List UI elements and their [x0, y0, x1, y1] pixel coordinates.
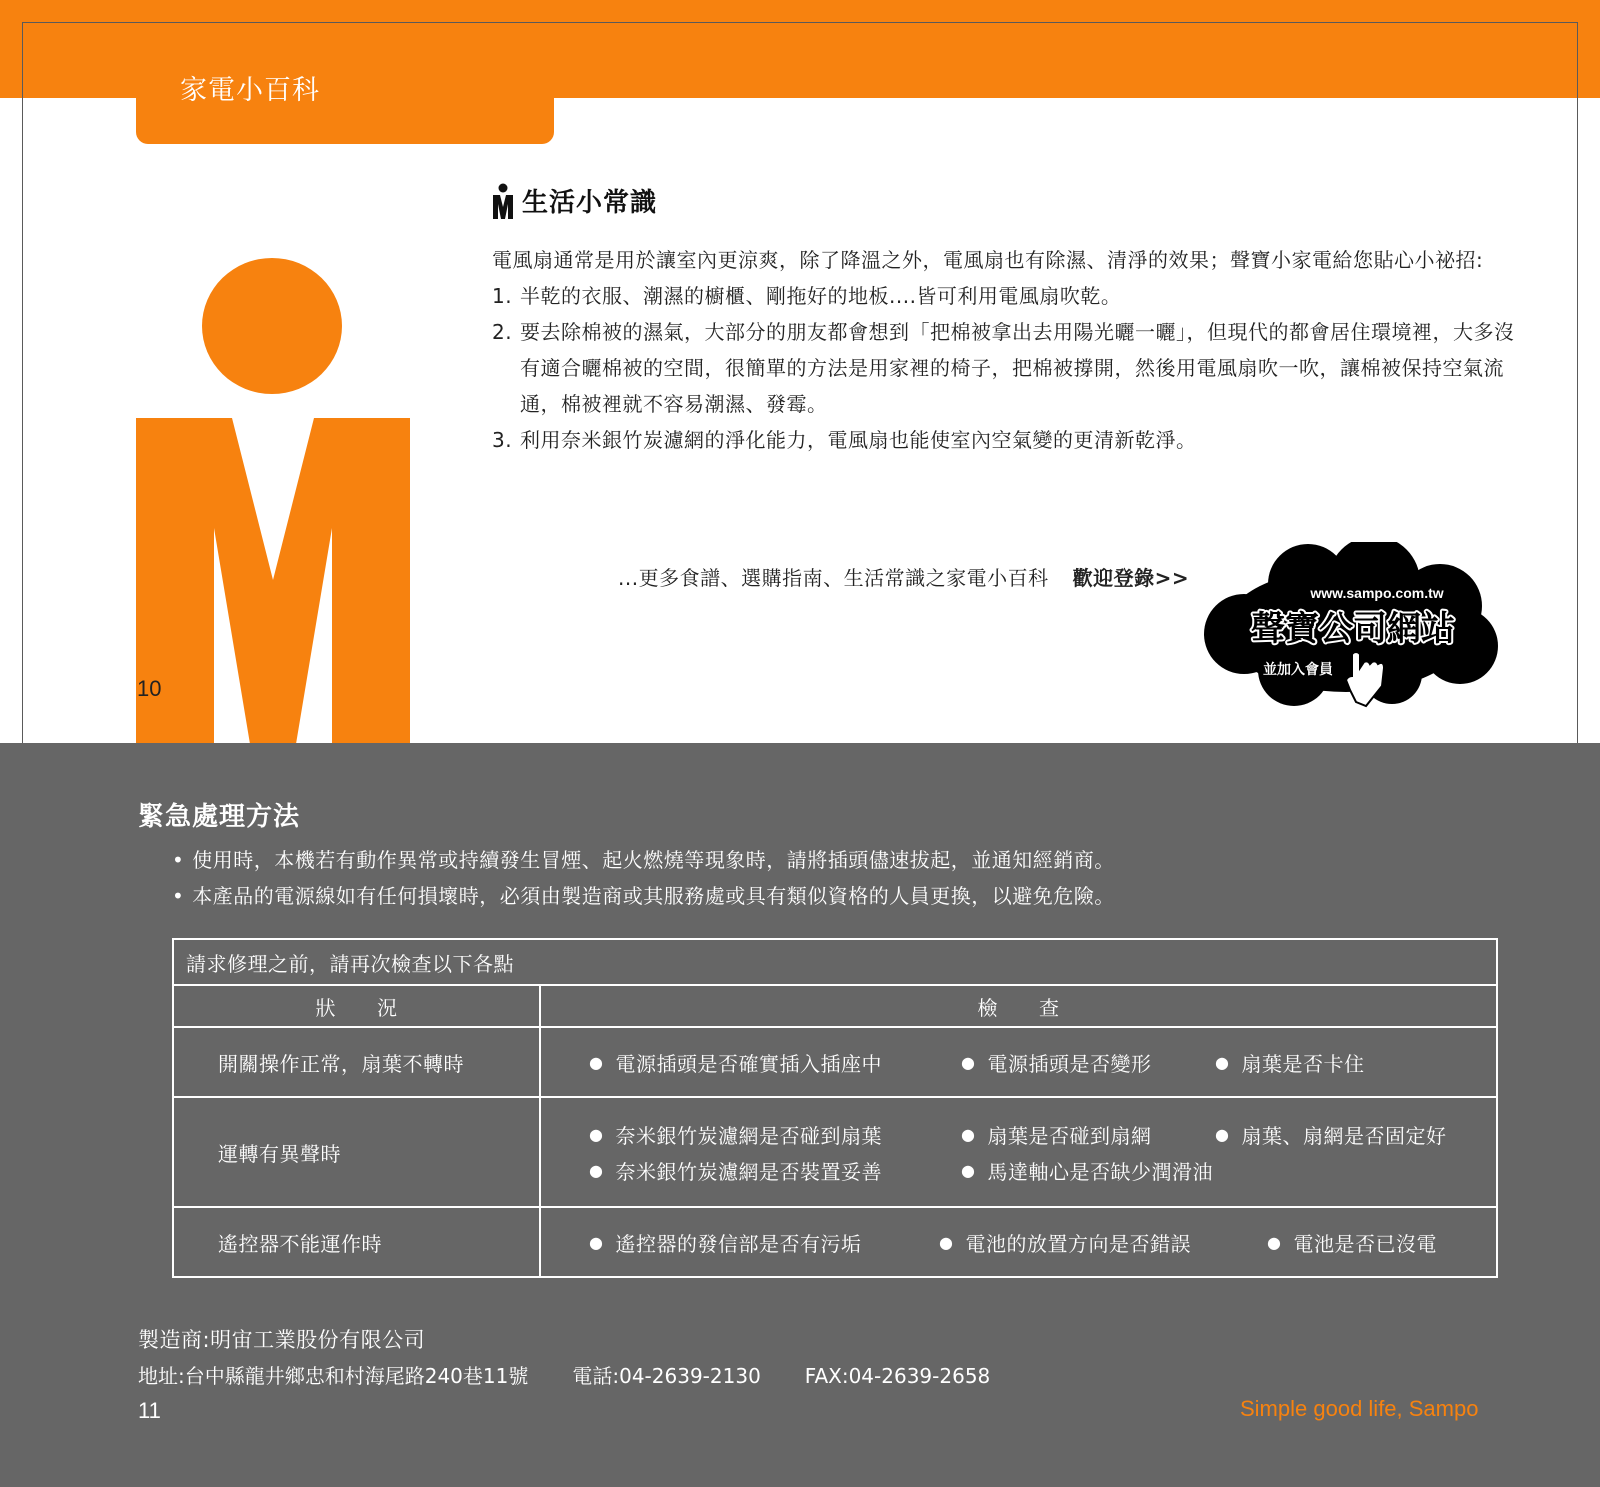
condition-cell: 遙控器不能運作時 — [173, 1207, 540, 1277]
sampo-website-badge[interactable] — [1196, 542, 1510, 720]
badge-url: www.sampo.com.tw — [1310, 585, 1444, 601]
tips-intro: 電風扇通常是用於讓室內更涼爽，除了降溫之外，電風扇也有除濕、清淨的效果；聲寶小家電給您貼心小祕招: — [492, 248, 1484, 272]
badge-join-label: 並加入會員 — [1263, 662, 1333, 678]
page-number-left: 10 — [137, 676, 162, 701]
tips-item-text: 要去除棉被的濕氣，大部分的朋友都會想到「把棉被拿出去用陽光曬一曬」，但現代的都會居住環境裡，大多沒有適合曬棉被的空間，很簡單的方法是用家裡的椅子，把棉被撐開，然後用電風扇吹一吹，讓棉被保持空氣流通，棉被裡就不容易潮濕、發霉。 — [520, 320, 1515, 416]
check-item: ● 扇葉是否碰到扇網 — [961, 1120, 1215, 1149]
footer-address: 地址:台中縣龍井鄉忠和村海尾路240巷11號 — [138, 1364, 529, 1388]
tips-item-text: 利用奈米銀竹炭濾網的淨化能力，電風扇也能使室內空氣變的更清新乾淨。 — [520, 428, 1197, 452]
more-info-text: ...更多食譜、選購指南、生活常識之家電小百科 — [618, 566, 1049, 590]
page-number-right: 11 — [138, 1398, 161, 1423]
tips-list — [492, 278, 1532, 458]
table-row — [173, 1027, 1497, 1097]
column-header-condition: 狀 況 — [173, 985, 540, 1027]
tips-body — [492, 242, 1532, 458]
condition-cell: 開關操作正常，扇葉不轉時 — [173, 1027, 540, 1097]
section-title: 家電小百科 — [180, 75, 320, 106]
footer-fax: FAX:04-2639-2658 — [804, 1364, 991, 1388]
emergency-title: 緊急處理方法 — [138, 802, 301, 832]
info-mini-icon — [492, 183, 514, 219]
more-info-line — [618, 562, 1189, 591]
welcome-register-link[interactable]: 歡迎登錄>> — [1072, 566, 1190, 590]
tips-item — [492, 278, 1532, 314]
table-row — [173, 1207, 1497, 1277]
check-item: ● 奈米銀竹炭濾網是否裝置妥善 — [589, 1156, 961, 1185]
check-item: ● 扇葉、扇網是否固定好 — [1215, 1120, 1446, 1149]
check-item: ● 電源插頭是否變形 — [961, 1048, 1215, 1077]
check-item: ● 奈米銀竹炭濾網是否碰到扇葉 — [589, 1120, 961, 1149]
footer-maker: 製造商:明宙工業股份有限公司 — [138, 1328, 426, 1352]
check-item: ● 電源插頭是否確實插入插座中 — [589, 1048, 961, 1077]
check-item: ● 馬達軸心是否缺少潤滑油 — [961, 1156, 1213, 1185]
tips-heading-text: 生活小常識 — [522, 188, 658, 218]
badge-site-label: 聲寶公司網站 — [1251, 609, 1455, 649]
emergency-bullet: • 本產品的電源線如有任何損壞時，必須由製造商或其服務處或具有類似資格的人員更換，以避免危險。 — [172, 878, 1115, 914]
check-item: ● 電池是否已沒電 — [1267, 1228, 1437, 1257]
check-cell — [540, 1097, 1497, 1207]
table-caption: 請求修理之前，請再次檢查以下各點 — [173, 939, 1497, 985]
check-item: ● 電池的放置方向是否錯誤 — [939, 1228, 1267, 1257]
check-cell — [540, 1027, 1497, 1097]
condition-cell: 運轉有異聲時 — [173, 1097, 540, 1207]
check-item: ● 遙控器的發信部是否有污垢 — [589, 1228, 939, 1257]
footer-contact — [138, 1360, 1034, 1389]
tips-heading — [492, 182, 657, 219]
info-logo-m-icon — [136, 418, 410, 744]
repair-check-table — [172, 938, 1498, 1278]
frame-top-line — [22, 22, 1578, 23]
check-cell — [540, 1207, 1497, 1277]
emergency-bullet: • 使用時，本機若有動作異常或持續發生冒煙、起火燃燒等現象時，請將插頭儘速拔起，並通知經銷商。 — [172, 842, 1115, 878]
tips-item — [492, 314, 1532, 422]
tips-item-number: 2. — [492, 320, 513, 344]
check-item: ● 扇葉是否卡住 — [1215, 1048, 1364, 1077]
tips-item-number: 1. — [492, 284, 513, 308]
footer-phone: 電話:04-2639-2130 — [572, 1364, 761, 1388]
table-row — [173, 1097, 1497, 1207]
tips-item — [492, 422, 1532, 458]
emergency-list — [172, 842, 1115, 914]
column-header-check: 檢 查 — [540, 985, 1497, 1027]
info-logo-dot — [202, 258, 342, 394]
brand-slogan: Simple good life, Sampo — [1240, 1396, 1479, 1421]
tips-item-number: 3. — [492, 428, 513, 452]
tips-item-text: 半乾的衣服、潮濕的櫥櫃、剛拖好的地板....皆可利用電風扇吹乾。 — [520, 284, 1122, 308]
